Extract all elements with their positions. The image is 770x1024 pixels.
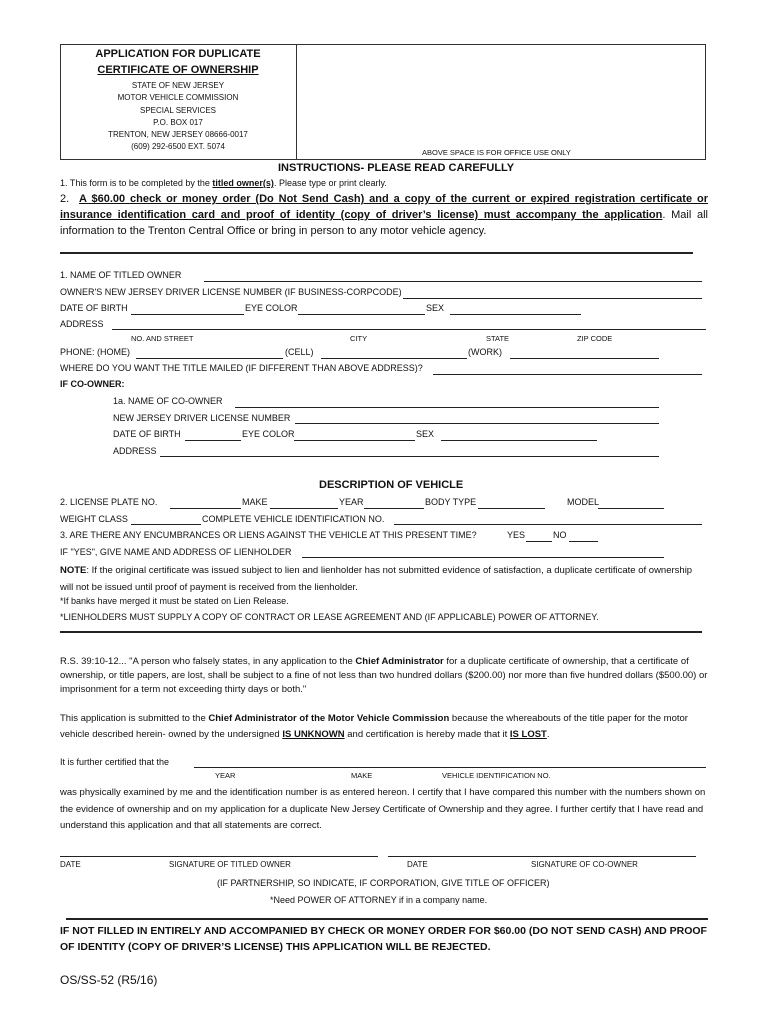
owner-license-field[interactable] [403,298,702,299]
model-field[interactable] [598,508,664,509]
addr-street-caption: NO. AND STREET [131,334,194,343]
co-sex-label: SEX [416,429,435,439]
agency-line-2: MOTOR VEHICLE COMMISSION [117,93,239,102]
owner-eye-field[interactable] [298,314,425,315]
co-name-label: 1a. NAME OF CO-OWNER [113,396,223,406]
form-title-line2: CERTIFICATE OF OWNERSHIP [97,64,259,76]
phone-home-label: PHONE: (HOME) [60,347,131,357]
plate-field[interactable] [170,508,241,509]
mail-to-label: WHERE DO YOU WANT THE TITLE MAILED (IF DIFFERENT THAN ABOVE ADDRESS)? [60,363,423,373]
owner-address-label: ADDRESS [60,319,104,329]
divider [66,918,708,920]
co-sex-field[interactable] [441,440,597,441]
partnership-note: (IF PARTNERSHIP, SO INDICATE, IF CORPORATION, GIVE TITLE OF OFFICER) [217,878,550,888]
liens-no-label: NO [553,530,567,540]
date-caption-2: DATE [407,860,428,869]
vin-field[interactable] [394,524,702,525]
addr-zip-caption: ZIP CODE [577,334,613,343]
co-dob-label: DATE OF BIRTH [113,429,181,439]
lien-note: NOTE: If the original certificate was issued subject to lien and lienholder has not submitted evidence of satisfaction, a duplicate certificate of ownership will not be issued until proof of payment is received from the lienholder. [60,565,693,593]
co-dob-field[interactable] [185,440,241,441]
owner-dob-label: DATE OF BIRTH [60,303,128,313]
weight-field[interactable] [131,524,201,525]
owner-license-label: OWNER'S NEW JERSEY DRIVER LICENSE NUMBER (IF BUSINESS-CORPCODE) [60,287,402,297]
owner-sex-field[interactable] [450,314,581,315]
body-type-label: BODY TYPE [425,497,477,507]
co-owner-signature-caption: SIGNATURE OF CO-OWNER [531,860,638,869]
phone-cell-label: (CELL) [285,347,314,357]
statute-paragraph: R.S. 39:10-12... "A person who falsely states, in any application to the Chief Administrator for a duplicate certificate of ownership, that a certificate of ownership, or title papers, are lost, shall be subject to a fine of not less than two hundred dollars ($200.00) nor more than five hundred dollars ($500.00) or imprisonment for a term not exceeding thirty days or both." [60,656,708,695]
weight-label: WEIGHT CLASS [60,514,128,524]
owner-signature-caption: SIGNATURE OF TITLED OWNER [169,860,291,869]
co-name-field[interactable] [235,407,659,408]
banks-note: *If banks have merged it must be stated on Lien Release. [60,596,289,606]
lienholders-note: *LIENHOLDERS MUST SUPPLY A COPY OF CONTRACT OR LEASE AGREEMENT AND (IF APPLICABLE) POWER OF ATTORNEY. [60,612,599,622]
owner-sex-label: SEX [426,303,445,313]
owner-eye-label: EYE COLOR [245,303,298,313]
cert-vin-caption: VEHICLE IDENTIFICATION NO. [442,771,551,780]
model-label: MODEL [567,497,600,507]
liens-no-field[interactable] [569,541,598,542]
make-label: MAKE [242,497,268,507]
phone-work-field[interactable] [510,358,659,359]
lienholder-label: IF "YES", GIVE NAME AND ADDRESS OF LIENHOLDER [60,547,292,557]
owner-signature-field[interactable] [60,856,378,857]
phone-work-label: (WORK) [468,347,502,357]
agency-line-5: TRENTON, NEW JERSEY 08666-0017 [108,130,248,139]
lienholder-field[interactable] [302,557,664,558]
form-id: OS/SS-52 (R5/16) [60,973,158,987]
submission-paragraph: This application is submitted to the Chief Administrator of the Motor Vehicle Commission because the whereabouts of the title paper for the motor vehicle described herein- owned by the undersigned IS UNKNOWN and certification is hereby made that it IS LOST. [60,713,688,740]
instruction-1: 1. This form is to be completed by the titled owner(s). Please type or print clearly. [60,178,387,188]
co-license-label: NEW JERSEY DRIVER LICENSE NUMBER [113,413,291,423]
phone-home-field[interactable] [136,358,283,359]
certified-label: It is further certified that the [60,757,170,767]
liens-yes-label: YES [507,530,526,540]
form-title-line1: APPLICATION FOR DUPLICATE [95,48,261,60]
office-use-label: ABOVE SPACE IS FOR OFFICE USE ONLY [422,148,571,157]
liens-yes-field[interactable] [526,541,552,542]
body-type-field[interactable] [478,508,545,509]
co-owner-heading: IF CO-OWNER: [60,379,125,389]
owner-address-field[interactable] [112,329,706,330]
instructions-heading: INSTRUCTIONS- PLEASE READ CAREFULLY [278,162,515,174]
make-field[interactable] [270,508,338,509]
vin-label: COMPLETE VEHICLE IDENTIFICATION NO. [202,514,385,524]
liens-question: 3. ARE THERE ANY ENCUMBRANCES OR LIENS AGAINST THE VEHICLE AT THIS PRESENT TIME? [60,530,477,540]
addr-city-caption: CITY [350,334,368,343]
mail-to-field[interactable] [433,374,702,375]
certified-vehicle-field[interactable] [194,767,706,768]
co-address-label: ADDRESS [113,446,157,456]
certification-paragraph: was physically examined by me and the identification number is as entered hereon. I certify that I have compared this number with the numbers shown on the evidence of ownership and on my application for a duplicate New Jersey Certificate of Ownership and they agree. I further certify that I have read and understand this application and that all statements are correct. [60,787,706,831]
co-eye-field[interactable] [294,440,415,441]
header-divider [296,44,297,159]
instruction-2: 2. A $60.00 check or money order (Do Not Send Cash) and a copy of the current or expired registration certificate or insurance identification card and proof of identity (copy of driver’s license) must accompany the application. Mail all information to the Trenton Central Office or bring in person to any motor vehicle agency. [60,193,709,237]
agency-line-3: SPECIAL SERVICES [139,106,217,115]
cert-make-caption: MAKE [351,771,373,780]
divider [60,252,693,254]
owner-name-field[interactable] [204,281,702,282]
agency-line-6: (609) 292-6500 EXT. 5074 [131,142,225,151]
vehicle-heading: DESCRIPTION OF VEHICLE [319,479,464,491]
agency-line-1: STATE OF NEW JERSEY [131,81,225,90]
addr-state-caption: STATE [486,334,510,343]
agency-line-4: P.O. BOX 017 [153,118,203,127]
year-field[interactable] [364,508,424,509]
owner-name-label: 1. NAME OF TITLED OWNER [60,270,182,280]
co-address-field[interactable] [160,456,659,457]
phone-cell-field[interactable] [321,358,467,359]
owner-dob-field[interactable] [131,314,244,315]
plate-label: 2. LICENSE PLATE NO. [60,497,158,507]
rejection-warning: IF NOT FILLED IN ENTIRELY AND ACCOMPANIED BY CHECK OR MONEY ORDER FOR $60.00 (DO NOT SEND CASH) AND PROOF OF IDENTITY (COPY OF DRIVER’S LICENSE) THIS APPLICATION WILL BE REJECTED. [60,925,707,953]
co-eye-label: EYE COLOR [242,429,295,439]
co-license-field[interactable] [295,423,659,424]
year-label: YEAR [339,497,364,507]
cert-year-caption: YEAR [215,771,236,780]
poa-note: *Need POWER OF ATTORNEY if in a company name. [270,895,488,905]
co-owner-signature-field[interactable] [388,856,696,857]
date-caption-1: DATE [60,860,81,869]
divider [60,631,702,633]
